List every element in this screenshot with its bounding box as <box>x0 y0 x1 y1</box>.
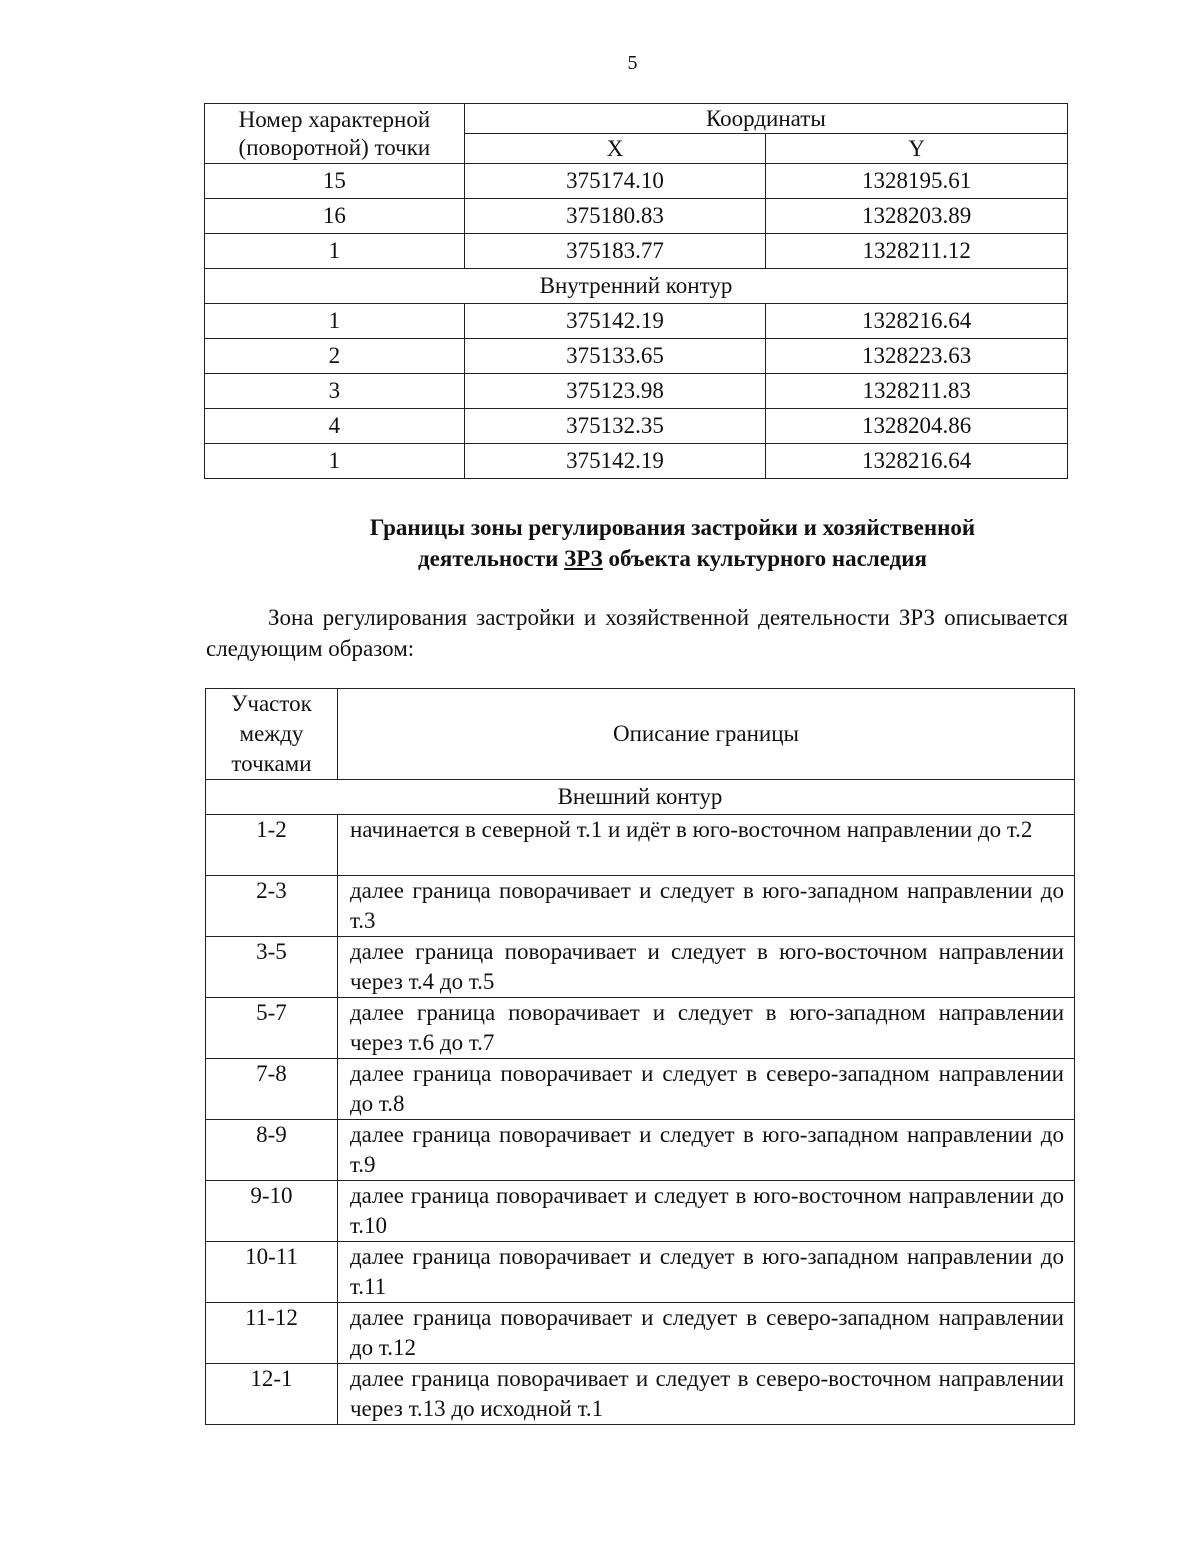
segment-cell: 7-8 <box>206 1059 338 1120</box>
y-coordinate-cell: 1328203.89 <box>766 199 1068 234</box>
boundary-row <box>206 1120 1075 1181</box>
y-coordinate-cell: 1328216.64 <box>766 304 1068 339</box>
segment-cell: 10-11 <box>206 1242 338 1303</box>
point-number-header: Номер характерной (поворотной) точки <box>205 104 465 164</box>
boundary-row <box>206 815 1075 876</box>
description-cell: далее граница поворачивает и следует в северо-западном направлении до т.12 <box>337 1303 1074 1364</box>
inner-contour-label: Внутренний контур <box>205 269 1068 304</box>
coordinates-inner-rows <box>205 304 1068 479</box>
segment-cell: 5-7 <box>206 998 338 1059</box>
description-cell: далее граница поворачивает и следует в юго-западном направлении до т.9 <box>337 1120 1074 1181</box>
description-cell: далее граница поворачивает и следует в юго-западном направлении через т.6 до т.7 <box>337 998 1074 1059</box>
description-cell: начинается в северной т.1 и идёт в юго-восточном направлении до т.2 <box>337 815 1074 876</box>
coordinates-table <box>204 103 1068 479</box>
coordinate-row <box>205 234 1068 269</box>
x-coordinate-cell: 375133.65 <box>464 339 766 374</box>
boundary-row <box>206 1242 1075 1303</box>
boundary-header-row <box>206 689 1075 780</box>
page-number: 5 <box>627 52 638 74</box>
x-coordinate-cell: 375183.77 <box>464 234 766 269</box>
x-coordinate-cell: 375174.10 <box>464 164 766 199</box>
point-number-cell: 4 <box>205 409 465 444</box>
y-coordinate-cell: 1328211.83 <box>766 374 1068 409</box>
inner-coordinate-row <box>205 304 1068 339</box>
y-coordinate-cell: 1328211.12 <box>766 234 1068 269</box>
boundary-row <box>206 998 1075 1059</box>
description-cell: далее граница поворачивает и следует в северо-западном направлении до т.8 <box>337 1059 1074 1120</box>
coordinates-top-rows <box>205 164 1068 269</box>
description-cell: далее граница поворачивает и следует в юго-восточном направлении до т.10 <box>337 1181 1074 1242</box>
inner-coordinate-row <box>205 409 1068 444</box>
description-header: Описание границы <box>337 689 1074 780</box>
heading-line-2-pre: деятельности <box>418 546 565 571</box>
point-number-cell: 15 <box>205 164 465 199</box>
segment-header: Участок между точками <box>206 689 338 780</box>
boundary-row <box>206 1059 1075 1120</box>
coordinates-header: Координаты <box>464 104 1067 134</box>
coordinates-header-row <box>205 104 1068 134</box>
description-cell: далее граница поворачивает и следует в юго-восточном направлении через т.4 до т.5 <box>337 937 1074 998</box>
x-coordinate-cell: 375123.98 <box>464 374 766 409</box>
point-number-cell: 1 <box>205 234 465 269</box>
boundary-rows <box>206 815 1075 1425</box>
heading-zrz: ЗРЗ <box>564 546 603 571</box>
heading-line-2 <box>200 543 1145 574</box>
point-number-cell: 3 <box>205 374 465 409</box>
point-number-cell: 16 <box>205 199 465 234</box>
point-number-cell: 1 <box>205 444 465 479</box>
inner-coordinate-row <box>205 444 1068 479</box>
outer-contour-label: Внешний контур <box>206 780 1075 815</box>
x-coordinate-cell: 375180.83 <box>464 199 766 234</box>
y-coordinate-cell: 1328223.63 <box>766 339 1068 374</box>
x-header: X <box>464 134 766 164</box>
point-number-cell: 1 <box>205 304 465 339</box>
segment-cell: 9-10 <box>206 1181 338 1242</box>
segment-cell: 1-2 <box>206 815 338 876</box>
inner-contour-row <box>205 269 1068 304</box>
boundary-row <box>206 1303 1075 1364</box>
coordinate-row <box>205 164 1068 199</box>
segment-cell: 11-12 <box>206 1303 338 1364</box>
inner-coordinate-row <box>205 374 1068 409</box>
y-coordinate-cell: 1328204.86 <box>766 409 1068 444</box>
section-heading <box>200 512 1145 574</box>
x-coordinate-cell: 375142.19 <box>464 304 766 339</box>
inner-coordinate-row <box>205 339 1068 374</box>
description-cell: далее граница поворачивает и следует в юго-западном направлении до т.3 <box>337 876 1074 937</box>
point-number-cell: 2 <box>205 339 465 374</box>
boundary-row <box>206 876 1075 937</box>
segment-cell: 8-9 <box>206 1120 338 1181</box>
boundary-table <box>205 688 1075 1425</box>
segment-cell: 3-5 <box>206 937 338 998</box>
y-coordinate-cell: 1328195.61 <box>766 164 1068 199</box>
coordinate-row <box>205 199 1068 234</box>
outer-contour-row <box>206 780 1075 815</box>
heading-line-1: Границы зоны регулирования застройки и хозяйственной <box>369 515 976 540</box>
y-coordinate-cell: 1328216.64 <box>766 444 1068 479</box>
boundary-row <box>206 937 1075 998</box>
description-cell: далее граница поворачивает и следует в северо-восточном направлении через т.13 до исходной т.1 <box>337 1364 1074 1425</box>
x-coordinate-cell: 375132.35 <box>464 409 766 444</box>
segment-cell: 12-1 <box>206 1364 338 1425</box>
segment-cell: 2-3 <box>206 876 338 937</box>
boundary-row <box>206 1364 1075 1425</box>
intro-paragraph: Зона регулирования застройки и хозяйственной деятельности ЗРЗ описывается следующим образом: <box>206 605 1068 661</box>
boundary-row <box>206 1181 1075 1242</box>
description-cell: далее граница поворачивает и следует в юго-западном направлении до т.11 <box>337 1242 1074 1303</box>
heading-line-2-post: объекта культурного наследия <box>602 546 927 571</box>
x-coordinate-cell: 375142.19 <box>464 444 766 479</box>
y-header: Y <box>766 134 1068 164</box>
